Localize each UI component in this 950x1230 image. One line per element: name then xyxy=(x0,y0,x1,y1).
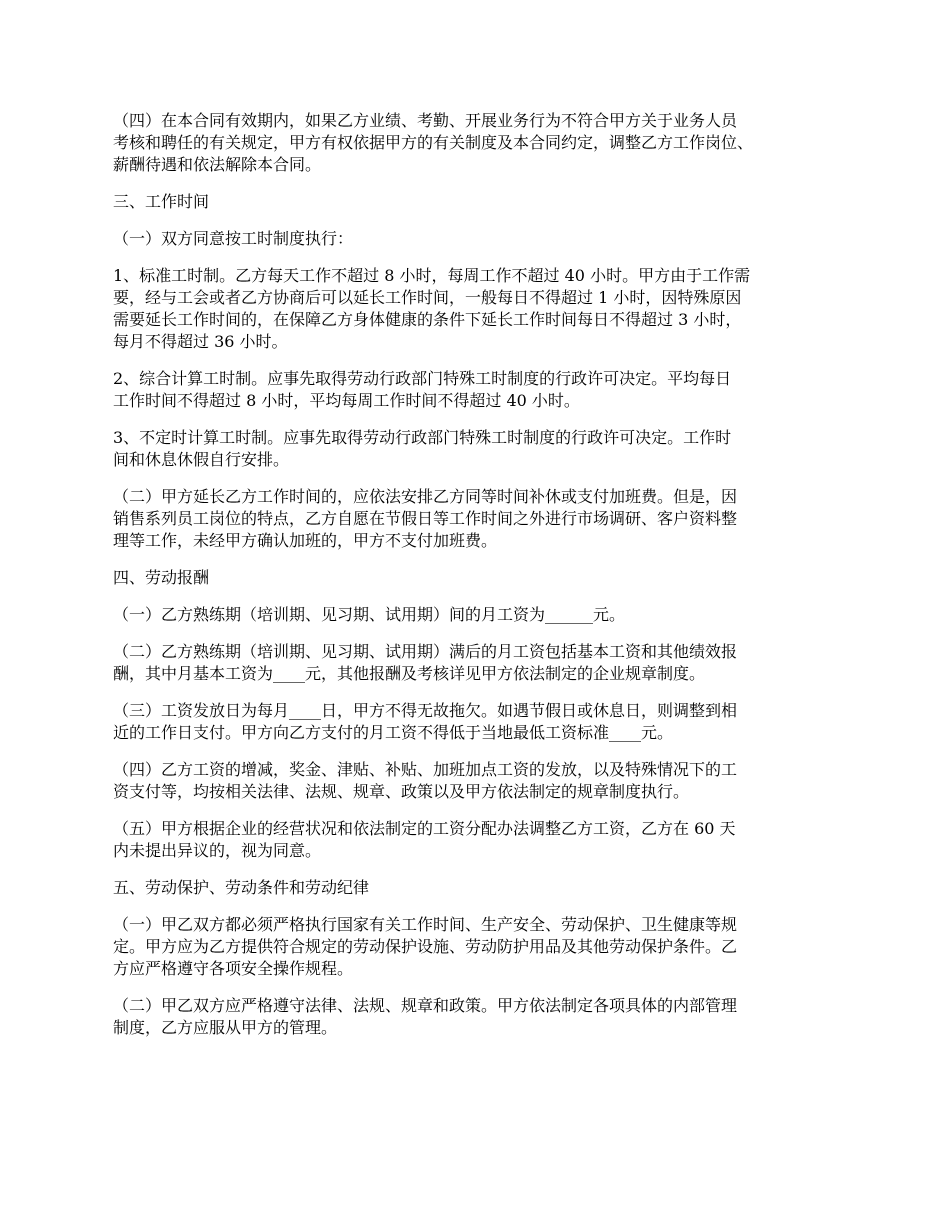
text-line: 工作时间不得超过 8 小时，平均每周工作时间不得超过 40 小时。 xyxy=(113,391,580,410)
clause-paragraph xyxy=(113,700,843,744)
clause-paragraph xyxy=(113,604,843,626)
text-line: 内未提出异议的，视为同意。 xyxy=(113,841,322,860)
text-line: 考核和聘任的有关规定，甲方有权依据甲方的有关制度及本合同约定，调整乙方工作岗位、 xyxy=(113,133,754,152)
section-heading xyxy=(113,567,843,589)
text-line: 四、劳动报酬 xyxy=(113,568,210,587)
text-line: 近的工作日支付。甲方向乙方支付的月工资不得低于当地最低工资标准____元。 xyxy=(113,723,674,742)
text-line: 五、劳动保护、劳动条件和劳动纪律 xyxy=(113,878,370,897)
text-line: 每月不得超过 36 小时。 xyxy=(113,332,288,351)
text-line: 需要延长工作时间的，在保障乙方身体健康的条件下延长工作时间每日不得超过 3 小时， xyxy=(113,310,742,329)
text-line: 制度，乙方应服从甲方的管理。 xyxy=(113,1018,338,1037)
text-line: （一）双方同意按工时制度执行： xyxy=(113,229,354,248)
text-line: 薪酬待遇和依法解除本合同。 xyxy=(113,155,322,174)
section-heading xyxy=(113,877,843,899)
text-line: 销售系列员工岗位的特点，乙方自愿在节假日等工作时间之外进行市场调研、客户资料整 xyxy=(113,509,738,528)
clause-paragraph xyxy=(113,265,843,353)
clause-paragraph xyxy=(113,759,843,803)
clause-paragraph xyxy=(113,427,843,471)
text-line: （二）甲乙双方应严格遵守法律、法规、规章和政策。甲方依法制定各项具体的内部管理 xyxy=(113,996,738,1015)
text-line: （一）乙方熟练期（培训期、见习期、试用期）间的月工资为______元。 xyxy=(113,605,626,624)
text-line: 三、工作时间 xyxy=(113,192,210,211)
text-line: （四）在本合同有效期内，如果乙方业绩、考勤、开展业务行为不符合甲方关于业务人员 xyxy=(113,111,738,130)
text-line: 定。甲方应为乙方提供符合规定的劳动保护设施、劳动防护用品及其他劳动保护条件。乙 xyxy=(113,937,738,956)
text-line: 1、标准工时制。乙方每天工作不超过 8 小时，每周工作不超过 40 小时。甲方由于工作需 xyxy=(113,266,751,285)
clause-paragraph xyxy=(113,995,843,1039)
clause-paragraph xyxy=(113,914,843,980)
text-line: （四）乙方工资的增减，奖金、津贴、补贴、加班加点工资的发放，以及特殊情况下的工 xyxy=(113,760,738,779)
clause-paragraph xyxy=(113,228,843,250)
section-heading xyxy=(113,191,843,213)
text-line: 3、不定时计算工时制。应事先取得劳动行政部门特殊工时制度的行政许可决定。工作时 xyxy=(113,428,732,447)
text-line: （一）甲乙双方都必须严格执行国家有关工作时间、生产安全、劳动保护、卫生健康等规 xyxy=(113,915,738,934)
text-line: 资支付等，均按相关法律、法规、规章、政策以及甲方依法制定的规章制度执行。 xyxy=(113,782,690,801)
clause-paragraph xyxy=(113,110,843,176)
text-line: 方应严格遵守各项安全操作规程。 xyxy=(113,959,354,978)
text-line: 酬，其中月基本工资为____元，其他报酬及考核详见甲方依法制定的企业规章制度。 xyxy=(113,664,706,683)
clause-paragraph xyxy=(113,368,843,412)
text-line: 间和休息休假自行安排。 xyxy=(113,450,290,469)
text-line: （五）甲方根据企业的经营状况和依法制定的工资分配办法调整乙方工资，乙方在 60 天 xyxy=(113,819,736,838)
text-line: 要，经与工会或者乙方协商后可以延长工作时间，一般每日不得超过 1 小时，因特殊原因 xyxy=(113,288,742,307)
text-line: 2、综合计算工时制。应事先取得劳动行政部门特殊工时制度的行政许可决定。平均每日 xyxy=(113,369,732,388)
document-page xyxy=(113,110,843,1054)
text-line: （二）甲方延长乙方工作时间的，应依法安排乙方同等时间补休或支付加班费。但是，因 xyxy=(113,487,738,506)
clause-paragraph xyxy=(113,486,843,552)
text-line: （二）乙方熟练期（培训期、见习期、试用期）满后的月工资包括基本工资和其他绩效报 xyxy=(113,642,738,661)
clause-paragraph xyxy=(113,641,843,685)
text-line: 理等工作，未经甲方确认加班的，甲方不支付加班费。 xyxy=(113,531,498,550)
text-line: （三）工资发放日为每月____日，甲方不得无故拖欠。如遇节假日或休息日，则调整到相 xyxy=(113,701,738,720)
clause-paragraph xyxy=(113,818,843,862)
